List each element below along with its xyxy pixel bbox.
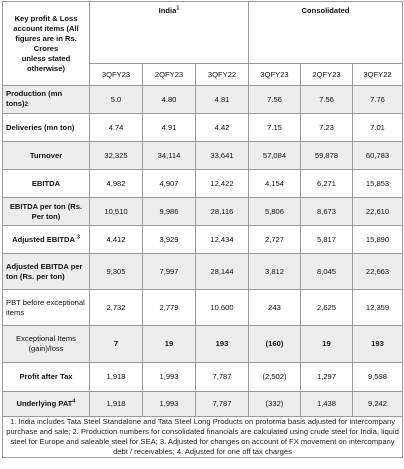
cell-value: 10,510 bbox=[90, 198, 143, 226]
cell-value: 1,993 bbox=[143, 363, 196, 392]
india-group-header: India$^1$ bbox=[90, 2, 249, 64]
cell-value: 7.56 bbox=[249, 86, 301, 114]
header-row bbox=[3, 2, 403, 64]
cell-value: 34,114 bbox=[143, 142, 196, 170]
table-row bbox=[3, 114, 403, 142]
period-header: 2QFY23 bbox=[301, 64, 353, 86]
cell-value: 12,422 bbox=[196, 170, 249, 198]
cell-value: 12,359 bbox=[353, 290, 403, 326]
row-label: PBT before exceptional items bbox=[3, 290, 90, 326]
row-label: EBITDA per ton (Rs. Per ton) bbox=[3, 198, 90, 226]
cell-value: 9,598 bbox=[353, 363, 403, 392]
row-label: Adjusted EBITDA $^3$ bbox=[3, 226, 90, 254]
cell-value: 60,783 bbox=[353, 142, 403, 170]
cell-value: 4.91 bbox=[143, 114, 196, 142]
pl-table-container bbox=[2, 1, 402, 458]
cell-value: 22,610 bbox=[353, 198, 403, 226]
label-header-line: Key profit & Loss bbox=[14, 13, 78, 23]
cell-value: 7 bbox=[90, 326, 143, 363]
label-header-line: account items (All bbox=[13, 23, 79, 33]
cell-value: (2,502) bbox=[249, 363, 301, 392]
period-header: 3QFY22 bbox=[353, 64, 403, 86]
cell-value: 7,997 bbox=[143, 254, 196, 290]
cell-value: 1,918 bbox=[90, 363, 143, 392]
cell-value: 9,305 bbox=[90, 254, 143, 290]
cell-value: 193 bbox=[353, 326, 403, 363]
cell-value: 4,412 bbox=[90, 226, 143, 254]
table-row bbox=[3, 363, 403, 392]
cell-value: 2,732 bbox=[90, 290, 143, 326]
cell-value: 19 bbox=[301, 326, 353, 363]
cell-value: (160) bbox=[249, 326, 301, 363]
row-label: Profit after Tax bbox=[3, 363, 90, 392]
cell-value: 59,878 bbox=[301, 142, 353, 170]
cell-value: 10,600 bbox=[196, 290, 249, 326]
label-header-line: figures are in Rs. Crores bbox=[15, 33, 77, 53]
cell-value: 4,982 bbox=[90, 170, 143, 198]
table-row bbox=[3, 392, 403, 417]
period-header: 3QFY23 bbox=[249, 64, 301, 86]
cell-value: 7.23 bbox=[301, 114, 353, 142]
cell-value: 5,817 bbox=[301, 226, 353, 254]
cell-value: 243 bbox=[249, 290, 301, 326]
table-row bbox=[3, 142, 403, 170]
cell-value: 22,663 bbox=[353, 254, 403, 290]
cell-value: 4.80 bbox=[143, 86, 196, 114]
cell-value: 193 bbox=[196, 326, 249, 363]
cell-value: 1,993 bbox=[143, 392, 196, 417]
cell-value: 7.01 bbox=[353, 114, 403, 142]
consolidated-group-header: Consolidated bbox=[249, 2, 403, 64]
label-header-line: unless stated otherwise) bbox=[21, 53, 71, 73]
cell-value: 4,907 bbox=[143, 170, 196, 198]
cell-value: 19 bbox=[143, 326, 196, 363]
cell-value: 8,045 bbox=[301, 254, 353, 290]
table-row bbox=[3, 326, 403, 363]
cell-value: 7.56 bbox=[301, 86, 353, 114]
cell-value: 4.42 bbox=[196, 114, 249, 142]
period-header: 2QFY23 bbox=[143, 64, 196, 86]
table-row bbox=[3, 226, 403, 254]
cell-value: 5.0 bbox=[90, 86, 143, 114]
cell-value: 1,918 bbox=[90, 392, 143, 417]
table-row bbox=[3, 170, 403, 198]
cell-value: 33,641 bbox=[196, 142, 249, 170]
cell-value: 4,154 bbox=[249, 170, 301, 198]
table-row bbox=[3, 86, 403, 114]
period-header: 3QFY23 bbox=[90, 64, 143, 86]
period-header: 3QFY22 bbox=[196, 64, 249, 86]
row-label: Production (mn tons)2 bbox=[3, 86, 90, 114]
row-label: Adjusted EBITDA per ton (Rs. per ton) bbox=[3, 254, 90, 290]
cell-value: 15,890 bbox=[353, 226, 403, 254]
label-header bbox=[3, 2, 90, 86]
cell-value: 2,625 bbox=[301, 290, 353, 326]
cell-value: 57,084 bbox=[249, 142, 301, 170]
cell-value: 32,325 bbox=[90, 142, 143, 170]
cell-value: 9,242 bbox=[353, 392, 403, 417]
table-row bbox=[3, 254, 403, 290]
cell-value: 7.15 bbox=[249, 114, 301, 142]
cell-value: 8,673 bbox=[301, 198, 353, 226]
cell-value: 4.81 bbox=[196, 86, 249, 114]
cell-value: 7.76 bbox=[353, 86, 403, 114]
cell-value: 3,929 bbox=[143, 226, 196, 254]
row-label: Turnover bbox=[3, 142, 90, 170]
row-label: Deliveries (mn ton) bbox=[3, 114, 90, 142]
cell-value: 28,144 bbox=[196, 254, 249, 290]
cell-value: 7,787 bbox=[196, 363, 249, 392]
cell-value: 5,806 bbox=[249, 198, 301, 226]
cell-value: 9,986 bbox=[143, 198, 196, 226]
cell-value: 2,779 bbox=[143, 290, 196, 326]
cell-value: 1,438 bbox=[301, 392, 353, 417]
table-row bbox=[3, 290, 403, 326]
table-row bbox=[3, 198, 403, 226]
cell-value: 2,727 bbox=[249, 226, 301, 254]
row-label: Underlying PAT$^4$ bbox=[3, 392, 90, 417]
footnote-row bbox=[3, 417, 403, 458]
footnote: 1. India includes Tata Steel Standalone and Tata Steel Long Products on proforma basis adjusted for intercompany purchase and sale; 2. Production numbers for consolidated financials are calculated using crude steel for India, liquid steel for Europe and saleable steel for SEA; 3. Adjusted for changes on account of FX movement on intercompany debt / receivables; 4. Adjusted for one off tax charges bbox=[3, 417, 403, 458]
cell-value: 6,271 bbox=[301, 170, 353, 198]
cell-value: 4.74 bbox=[90, 114, 143, 142]
key-pl-table bbox=[2, 1, 403, 458]
row-label: EBITDA bbox=[3, 170, 90, 198]
cell-value: 15,853 bbox=[353, 170, 403, 198]
cell-value: 12,434 bbox=[196, 226, 249, 254]
cell-value: 28,116 bbox=[196, 198, 249, 226]
cell-value: 7,787 bbox=[196, 392, 249, 417]
cell-value: 3,812 bbox=[249, 254, 301, 290]
row-label: Exceptional Items (gain)/loss bbox=[3, 326, 90, 363]
cell-value: (332) bbox=[249, 392, 301, 417]
cell-value: 1,297 bbox=[301, 363, 353, 392]
